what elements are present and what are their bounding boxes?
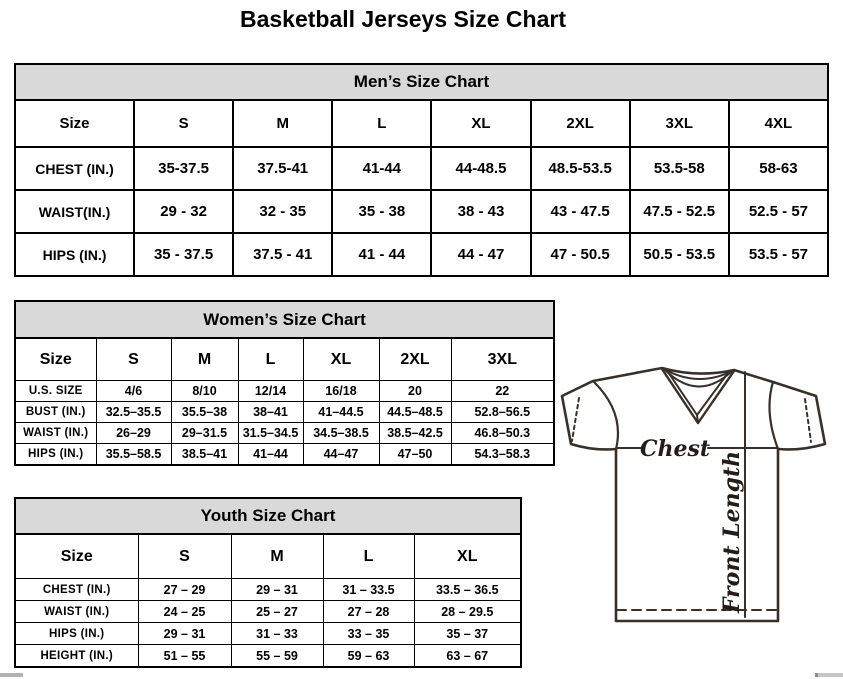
youth-cell: 35 – 37: [414, 623, 521, 645]
womens-cell: 35.5–38: [171, 402, 238, 423]
womens-row-label: WAIST (IN.): [15, 423, 96, 444]
mens-col-header: S: [134, 100, 233, 147]
youth-col-header: S: [138, 534, 231, 579]
womens-cell: 38.5–42.5: [379, 423, 451, 444]
youth-cell: 25 – 27: [231, 601, 323, 623]
youth-cell: 24 – 25: [138, 601, 231, 623]
womens-col-header: 2XL: [379, 338, 451, 381]
mens-cell: 48.5-53.5: [531, 147, 630, 190]
mens-table-title: Men’s Size Chart: [15, 64, 828, 100]
womens-row-label: BUST (IN.): [15, 402, 96, 423]
table-row: [15, 338, 554, 381]
womens-cell: 47–50: [379, 444, 451, 466]
womens-cell: 52.8–56.5: [451, 402, 554, 423]
womens-cell: 16/18: [303, 381, 379, 402]
womens-cell: 41–44: [238, 444, 303, 466]
youth-cell: 29 – 31: [138, 623, 231, 645]
mens-cell: 29 - 32: [134, 190, 233, 233]
jersey-cuff-dashed-left: [572, 398, 579, 441]
table-row: [15, 601, 521, 623]
table-row: [15, 381, 554, 402]
youth-row-label: WAIST (IN.): [15, 601, 138, 623]
womens-table-title: Women’s Size Chart: [15, 301, 554, 338]
table-row: [15, 534, 521, 579]
mens-row-label: CHEST (IN.): [15, 147, 134, 190]
table-row: [15, 623, 521, 645]
youth-size-table: [14, 497, 522, 668]
youth-row-label: CHEST (IN.): [15, 579, 138, 601]
womens-col-header: M: [171, 338, 238, 381]
womens-cell: 38.5–41: [171, 444, 238, 466]
youth-cell: 31 – 33.5: [323, 579, 414, 601]
mens-size-table: [14, 63, 829, 277]
youth-cell: 27 – 28: [323, 601, 414, 623]
youth-row-label: HIPS (IN.): [15, 623, 138, 645]
horizontal-scrollbar-left-fragment[interactable]: [0, 673, 23, 677]
jersey-measurement-diagram: [558, 360, 843, 630]
mens-col-header: Size: [15, 100, 134, 147]
womens-cell: 29–31.5: [171, 423, 238, 444]
youth-cell: 33.5 – 36.5: [414, 579, 521, 601]
mens-cell: 35-37.5: [134, 147, 233, 190]
mens-cell: 47.5 - 52.5: [630, 190, 729, 233]
mens-cell: 41 - 44: [332, 233, 431, 276]
womens-cell: 32.5–35.5: [96, 402, 171, 423]
youth-cell: 51 – 55: [138, 645, 231, 668]
womens-cell: 4/6: [96, 381, 171, 402]
womens-cell: 44–47: [303, 444, 379, 466]
youth-cell: 28 – 29.5: [414, 601, 521, 623]
mens-cell: 52.5 - 57: [729, 190, 828, 233]
youth-cell: 29 – 31: [231, 579, 323, 601]
jersey-armhole-seam-left: [593, 381, 618, 449]
mens-col-header: M: [233, 100, 332, 147]
mens-cell: 37.5 - 41: [233, 233, 332, 276]
womens-cell: 34.5–38.5: [303, 423, 379, 444]
womens-cell: 38–41: [238, 402, 303, 423]
womens-cell: 22: [451, 381, 554, 402]
womens-cell: 8/10: [171, 381, 238, 402]
page-title: Basketball Jerseys Size Chart: [239, 6, 566, 32]
mens-cell: 43 - 47.5: [531, 190, 630, 233]
jersey-cuff-dashed-right: [805, 399, 811, 442]
mens-cell: 35 - 38: [332, 190, 431, 233]
mens-cell: 44 - 47: [431, 233, 530, 276]
mens-col-header: XL: [431, 100, 530, 147]
youth-cell: 31 – 33: [231, 623, 323, 645]
mens-row-label: WAIST(IN.): [15, 190, 134, 233]
front-length-label: Front Length: [719, 450, 745, 614]
mens-cell: 41-44: [332, 147, 431, 190]
youth-row-label: HEIGHT (IN.): [15, 645, 138, 668]
womens-cell: 35.5–58.5: [96, 444, 171, 466]
youth-cell: 63 – 67: [414, 645, 521, 668]
jersey-outline: [562, 368, 825, 621]
womens-col-header: Size: [15, 338, 96, 381]
mens-cell: 50.5 - 53.5: [630, 233, 729, 276]
youth-cell: 59 – 63: [323, 645, 414, 668]
womens-cell: 41–44.5: [303, 402, 379, 423]
chest-label: Chest: [639, 436, 711, 462]
mens-cell: 38 - 43: [431, 190, 530, 233]
mens-row-label: HIPS (IN.): [15, 233, 134, 276]
horizontal-scrollbar-right-fragment[interactable]: [815, 673, 843, 677]
table-row: [15, 579, 521, 601]
youth-table-title: Youth Size Chart: [15, 498, 521, 534]
mens-cell: 53.5-58: [630, 147, 729, 190]
table-row: [15, 233, 828, 276]
mens-cell: 53.5 - 57: [729, 233, 828, 276]
womens-cell: 46.8–50.3: [451, 423, 554, 444]
mens-col-header: L: [332, 100, 431, 147]
mens-col-header: 2XL: [531, 100, 630, 147]
youth-cell: 33 – 35: [323, 623, 414, 645]
table-row: [15, 147, 828, 190]
womens-size-table: [14, 300, 555, 466]
mens-cell: 32 - 35: [233, 190, 332, 233]
youth-col-header: M: [231, 534, 323, 579]
table-row: [15, 444, 554, 466]
mens-cell: 44-48.5: [431, 147, 530, 190]
womens-cell: 31.5–34.5: [238, 423, 303, 444]
mens-cell: 58-63: [729, 147, 828, 190]
mens-cell: 35 - 37.5: [134, 233, 233, 276]
table-row: [15, 423, 554, 444]
youth-col-header: XL: [414, 534, 521, 579]
womens-cell: 54.3–58.3: [451, 444, 554, 466]
womens-row-label: U.S. SIZE: [15, 381, 96, 402]
womens-cell: 26–29: [96, 423, 171, 444]
mens-cell: 37.5-41: [233, 147, 332, 190]
youth-cell: 27 – 29: [138, 579, 231, 601]
youth-col-header: L: [323, 534, 414, 579]
table-row: [15, 190, 828, 233]
womens-col-header: XL: [303, 338, 379, 381]
mens-cell: 47 - 50.5: [531, 233, 630, 276]
mens-col-header: 4XL: [729, 100, 828, 147]
womens-cell: 12/14: [238, 381, 303, 402]
table-row: [15, 402, 554, 423]
table-row: [15, 645, 521, 668]
mens-col-header: 3XL: [630, 100, 729, 147]
table-row: [15, 100, 828, 147]
youth-col-header: Size: [15, 534, 138, 579]
womens-col-header: S: [96, 338, 171, 381]
jersey-armhole-seam-right: [769, 382, 778, 449]
womens-cell: 20: [379, 381, 451, 402]
youth-cell: 55 – 59: [231, 645, 323, 668]
womens-col-header: 3XL: [451, 338, 554, 381]
womens-col-header: L: [238, 338, 303, 381]
womens-row-label: HIPS (IN.): [15, 444, 96, 466]
womens-cell: 44.5–48.5: [379, 402, 451, 423]
